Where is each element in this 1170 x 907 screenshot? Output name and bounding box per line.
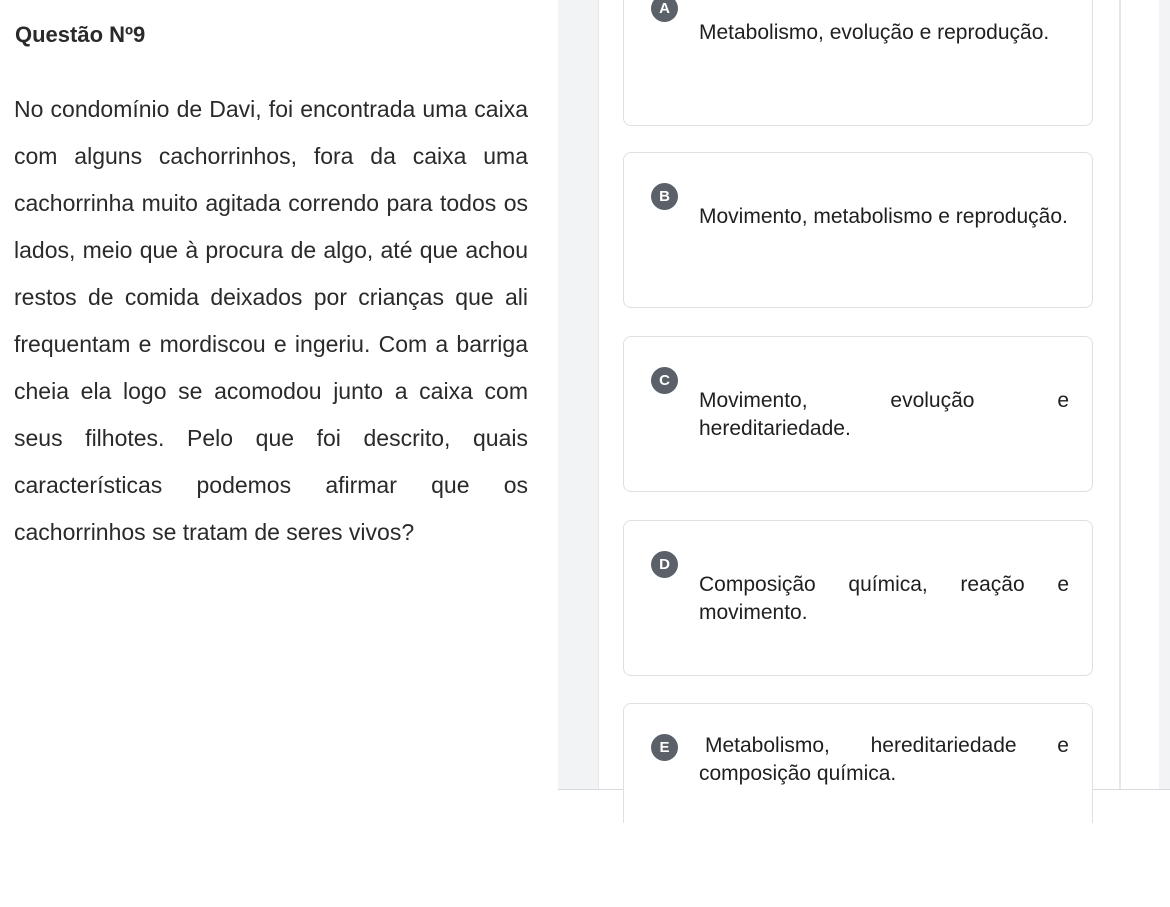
option-d[interactable]	[623, 520, 1093, 676]
answers-list	[598, 0, 1120, 789]
option-b-text: Movimento, metabolismo e reprodução.	[699, 205, 1068, 228]
answers-area	[558, 0, 1170, 790]
option-a-badge: A	[651, 0, 678, 22]
side-gutter	[1120, 0, 1159, 789]
option-b[interactable]	[623, 152, 1093, 308]
option-e-text: Metabolismo, hereditariedade e composição química.	[699, 734, 1069, 785]
option-e-badge: E	[651, 734, 678, 761]
question-panel	[0, 0, 558, 788]
option-a-text: Metabolismo, evolução e reprodução.	[699, 21, 1050, 44]
option-a[interactable]	[623, 0, 1093, 126]
question-text: No condomínio de Davi, foi encontrada uma caixa com alguns cachorrinhos, fora da caixa uma cachorrinha muito agitada correndo para todos os lados, meio que à procura de algo, até que achou restos de comida deixados por crianças que ali frequentam e mordiscou e ingeriu. Com a barriga cheia ela logo se acomodou junto a caixa com seus filhotes. Pelo que foi descrito, quais características podemos afirmar que os cachorrinhos se tratam de seres vivos?	[14, 96, 528, 545]
option-c-badge: C	[651, 367, 678, 394]
option-b-badge: B	[651, 183, 678, 210]
option-d-badge: D	[651, 551, 678, 578]
option-c-text: Movimento, evolução e hereditariedade.	[699, 389, 1069, 440]
option-d-text: Composição química, reação e movimento.	[699, 573, 1069, 624]
option-c[interactable]	[623, 336, 1093, 492]
option-e[interactable]	[623, 703, 1093, 823]
question-title: Questão Nº9	[15, 22, 146, 47]
